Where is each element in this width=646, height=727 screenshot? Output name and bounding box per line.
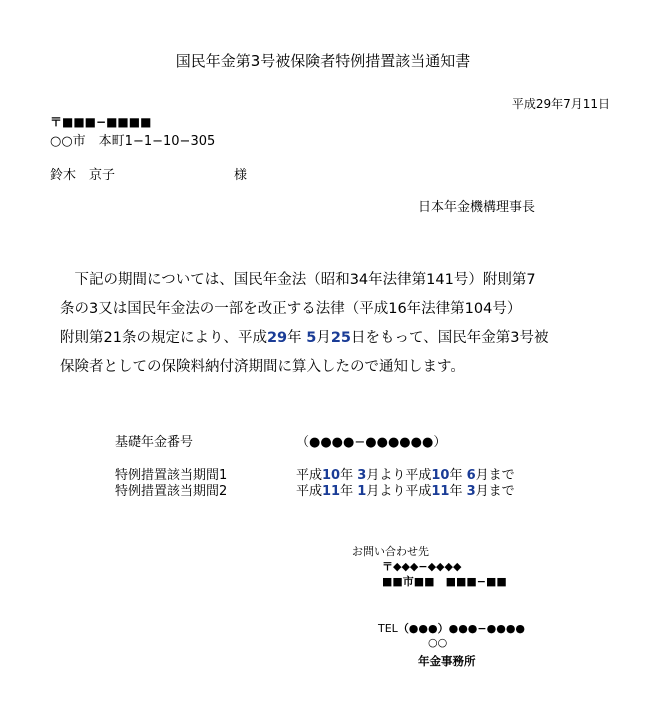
effective-day: 25 bbox=[330, 330, 352, 346]
notice-body bbox=[60, 266, 548, 382]
recipient-name: 鈴木 京子 bbox=[50, 168, 116, 183]
period-2-label: 特例措置該当期間2 bbox=[115, 484, 228, 499]
recipient-honorific: 様 bbox=[234, 168, 248, 183]
recipient-postal-code: 〒■■■−■■■■ bbox=[50, 115, 152, 129]
pension-number-label: 基礎年金番号 bbox=[115, 435, 194, 450]
body-line-4: 保険者としての保険料納付済期間に算入したので通知します。 bbox=[60, 359, 465, 375]
contact-postal-code: 〒◆◆◆−◆◆◆◆ bbox=[382, 560, 462, 573]
recipient-address: ○○市 本町1−1−10−305 bbox=[50, 134, 216, 149]
contact-phone: TEL（●●●）●●●−●●●● bbox=[378, 622, 526, 635]
period-1-label: 特例措置該当期間1 bbox=[115, 468, 228, 483]
body-line-2: 条の3又は国民年金法の一部を改正する法律（平成16年法律第104号） bbox=[60, 301, 522, 317]
contact-label: お問い合わせ先 bbox=[352, 545, 429, 558]
body-line-3: 附則第21条の規定により、平成29年 5月25日をもって、国民年金第3号被 bbox=[60, 330, 549, 346]
effective-month: 5 bbox=[306, 330, 317, 346]
period-2-value: 平成11年 1月より平成11年 3月まで bbox=[296, 484, 515, 499]
effective-year: 29 bbox=[266, 330, 288, 346]
body-line-1: 下記の期間については、国民年金法（昭和34年法律第141号）附則第7 bbox=[74, 272, 536, 288]
issue-date: 平成29年7月11日 bbox=[511, 97, 610, 111]
issuer-name: 日本年金機構理事長 bbox=[418, 200, 536, 215]
period-1-value: 平成10年 3月より平成10年 6月まで bbox=[296, 468, 515, 483]
document-title: 国民年金第3号被保険者特例措置該当通知書 bbox=[175, 52, 471, 70]
pension-number-value: （●●●●−●●●●●●） bbox=[296, 435, 447, 450]
contact-office-type: 年金事務所 bbox=[418, 654, 476, 668]
contact-address: ■■市■■ ■■■−■■ bbox=[382, 575, 507, 588]
contact-office-name: ○○ bbox=[428, 636, 448, 649]
